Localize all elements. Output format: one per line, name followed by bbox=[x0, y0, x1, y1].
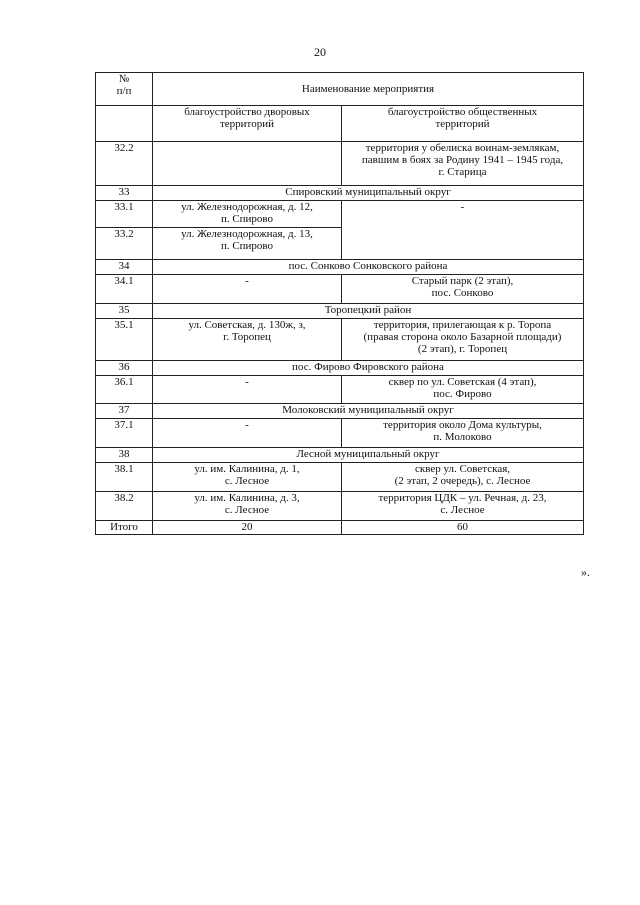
total-public: 60 bbox=[342, 521, 584, 535]
section-number: 37 bbox=[96, 404, 153, 419]
row-yard: ул. им. Калинина, д. 1, с. Лесное bbox=[153, 463, 342, 492]
page-number: 20 bbox=[314, 45, 326, 59]
section-row bbox=[96, 186, 584, 201]
header-public: благоустройство общественных территорий bbox=[342, 106, 584, 142]
section-title: Молоковский муниципальный округ bbox=[153, 404, 584, 419]
row-number: 35.1 bbox=[96, 319, 153, 361]
table-row bbox=[96, 142, 584, 186]
row-number: 33.2 bbox=[96, 228, 153, 260]
row-yard: ул. Железнодорожная, д. 12, п. Спирово bbox=[153, 201, 342, 228]
section-number: 34 bbox=[96, 260, 153, 275]
row-yard: ул. им. Калинина, д. 3, с. Лесное bbox=[153, 492, 342, 521]
row-yard: ул. Советская, д. 130ж, з, г. Торопец bbox=[153, 319, 342, 361]
row-public: - bbox=[342, 201, 584, 260]
row-number: 37.1 bbox=[96, 419, 153, 448]
row-number: 33.1 bbox=[96, 201, 153, 228]
row-number: 32.2 bbox=[96, 142, 153, 186]
measures-table bbox=[95, 72, 584, 535]
subheader-empty bbox=[96, 106, 153, 142]
header-name: Наименование мероприятия bbox=[153, 73, 584, 106]
section-number: 36 bbox=[96, 361, 153, 376]
row-yard: - bbox=[153, 419, 342, 448]
row-yard: ул. Железнодорожная, д. 13, п. Спирово bbox=[153, 228, 342, 260]
row-yard: - bbox=[153, 376, 342, 404]
row-public: территория, прилегающая к р. Торопа (правая сторона около Базарной площади) (2 этап), г. Торопец bbox=[342, 319, 584, 361]
section-title: пос. Сонково Сонковского района bbox=[153, 260, 584, 275]
table-row bbox=[96, 419, 584, 448]
table-row bbox=[96, 201, 584, 228]
section-number: 38 bbox=[96, 448, 153, 463]
row-yard-empty bbox=[153, 142, 342, 186]
table-row bbox=[96, 275, 584, 304]
table-row bbox=[96, 319, 584, 361]
row-number: 38.2 bbox=[96, 492, 153, 521]
section-number: 35 bbox=[96, 304, 153, 319]
row-number: 38.1 bbox=[96, 463, 153, 492]
section-row bbox=[96, 260, 584, 275]
header-row bbox=[96, 73, 584, 106]
row-public: Старый парк (2 этап), пос. Сонково bbox=[342, 275, 584, 304]
row-public: сквер по ул. Советская (4 этап), пос. Фирово bbox=[342, 376, 584, 404]
section-row bbox=[96, 404, 584, 419]
row-public: территория около Дома культуры, п. Молоково bbox=[342, 419, 584, 448]
row-public: сквер ул. Советская, (2 этап, 2 очередь), с. Лесное bbox=[342, 463, 584, 492]
total-label: Итого bbox=[96, 521, 153, 535]
section-title: Лесной муниципальный округ bbox=[153, 448, 584, 463]
row-public: территория у обелиска воинам-землякам, павшим в боях за Родину 1941 – 1945 года, г. Старица bbox=[342, 142, 584, 186]
subheader-row bbox=[96, 106, 584, 142]
section-row bbox=[96, 361, 584, 376]
row-number: 34.1 bbox=[96, 275, 153, 304]
header-num: № п/п bbox=[96, 73, 153, 106]
closing-quote: ». bbox=[581, 565, 590, 579]
section-row bbox=[96, 448, 584, 463]
table-row bbox=[96, 463, 584, 492]
row-number: 36.1 bbox=[96, 376, 153, 404]
section-row bbox=[96, 304, 584, 319]
row-public: территория ЦДК – ул. Речная, д. 23, с. Лесное bbox=[342, 492, 584, 521]
total-row bbox=[96, 521, 584, 535]
section-number: 33 bbox=[96, 186, 153, 201]
header-yard: благоустройство дворовых территорий bbox=[153, 106, 342, 142]
table-row bbox=[96, 376, 584, 404]
table-row bbox=[96, 492, 584, 521]
total-yard: 20 bbox=[153, 521, 342, 535]
section-title: Торопецкий район bbox=[153, 304, 584, 319]
section-title: Спировский муниципальный округ bbox=[153, 186, 584, 201]
section-title: пос. Фирово Фировского района bbox=[153, 361, 584, 376]
row-yard: - bbox=[153, 275, 342, 304]
